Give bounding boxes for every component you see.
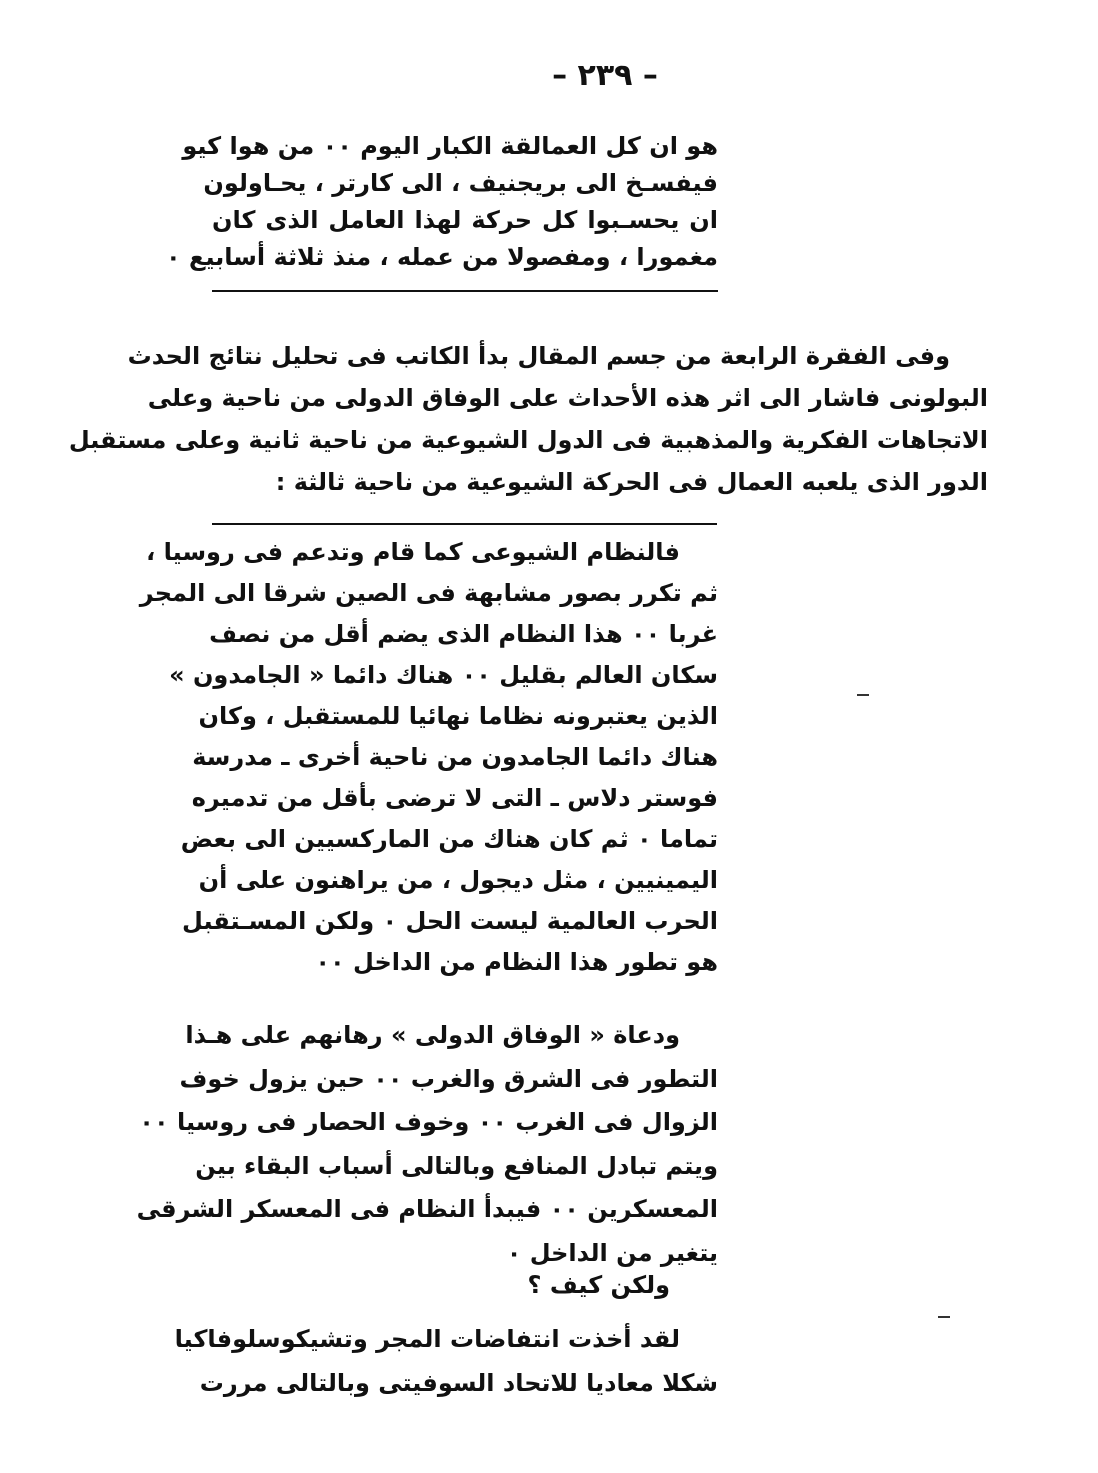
quote-line: تماما ٠ ثم كان هناك من الماركسيين الى بعض xyxy=(180,825,718,853)
paragraph-line: ودعاة « الوفاق الدولى » رهانهم على هـذا xyxy=(185,1021,680,1049)
margin-mark xyxy=(938,1316,950,1318)
quote-divider-1 xyxy=(212,290,718,292)
quote-line: الذين يعتبرونه نظاما نهائيا للمستقبل ، وكان xyxy=(198,702,718,730)
quote-divider-2 xyxy=(212,523,717,525)
quote-line: هو تطور هذا النظام من الداخل ٠٠ xyxy=(315,948,718,976)
quote-line: اليمينيين ، مثل ديجول ، من يراهنون على أن xyxy=(198,866,718,894)
page-number: – ٢٣٩ – xyxy=(552,58,658,93)
quote-block-2 xyxy=(139,532,718,983)
paragraph-line: الاتجاهات الفكرية والمذهبية فى الدول الشيوعية من ناحية ثانية وعلى مستقبل xyxy=(68,426,988,454)
paragraph-line: البولونى فاشار الى اثر هذه الأحداث على الوفاق الدولى من ناحية وعلى xyxy=(147,384,988,412)
quote-line: غربا ٠٠ هذا النظام الذى يضم أقل من نصف xyxy=(209,620,718,648)
quote-line: الحرب العالمية ليست الحل ٠ ولكن المسـتقبل xyxy=(182,907,718,935)
paragraph-line: الدور الذى يلعبه العمال فى الحركة الشيوعية من ناحية ثالثة : xyxy=(275,468,988,496)
quote-line: فوستر دلاس ـ التى لا ترضى بأقل من تدميره xyxy=(191,784,718,812)
paragraph-line: شكلا معاديا للاتحاد السوفيتى وبالتالى مررت xyxy=(199,1369,718,1397)
quote-block-1 xyxy=(166,128,718,276)
quote-line: ثم تكرر بصور مشابهة فى الصين شرقا الى المجر xyxy=(139,579,718,607)
paragraph-line: المعسكرين ٠٠ فيبدأ النظام فى المعسكر الشرقى xyxy=(136,1195,718,1223)
paragraph-1 xyxy=(68,335,988,503)
quote-line: هناك دائما الجامدون من ناحية أخرى ـ مدرسة xyxy=(192,743,718,771)
margin-mark xyxy=(857,694,869,696)
quote-line: ان يحسـبوا كل حركة لهذا العامل الذى كان xyxy=(212,206,718,234)
quote-line: فيفسـخ الى بريجنيف ، الى كارتر ، يحـاولون xyxy=(203,169,718,197)
question-line: ولكن كيف ؟ xyxy=(527,1271,670,1299)
paragraph-line: وفى الفقرة الرابعة من جسم المقال بدأ الكاتب فى تحليل نتائج الحدث xyxy=(127,342,950,370)
quote-line: هو ان كل العمالقة الكبار اليوم ٠٠ من هوا كيو xyxy=(182,132,718,160)
paragraph-3 xyxy=(174,1317,718,1405)
quote-line: فالنظام الشيوعى كما قام وتدعم فى روسيا ، xyxy=(146,538,680,566)
paragraph-line: يتغير من الداخل ٠ xyxy=(506,1238,718,1267)
paragraph-line: التطور فى الشرق والغرب ٠٠ حين يزول خوف xyxy=(179,1064,718,1093)
quote-line: سكان العالم بقليل ٠٠ هناك دائما « الجامدون » xyxy=(169,661,718,689)
paragraph-line: الزوال فى الغرب ٠٠ وخوف الحصار فى روسيا ٠٠ xyxy=(139,1108,718,1136)
paragraph-line: ويتم تبادل المنافع وبالتالى أسباب البقاء بين xyxy=(195,1151,718,1180)
paragraph-line: لقد أخذت انتفاضات المجر وتشيكوسلوفاكيا xyxy=(174,1325,680,1353)
quote-line: مغمورا ، ومفصولا من عمله ، منذ ثلاثة أسابيع ٠ xyxy=(166,243,718,271)
paragraph-2 xyxy=(136,1014,718,1275)
